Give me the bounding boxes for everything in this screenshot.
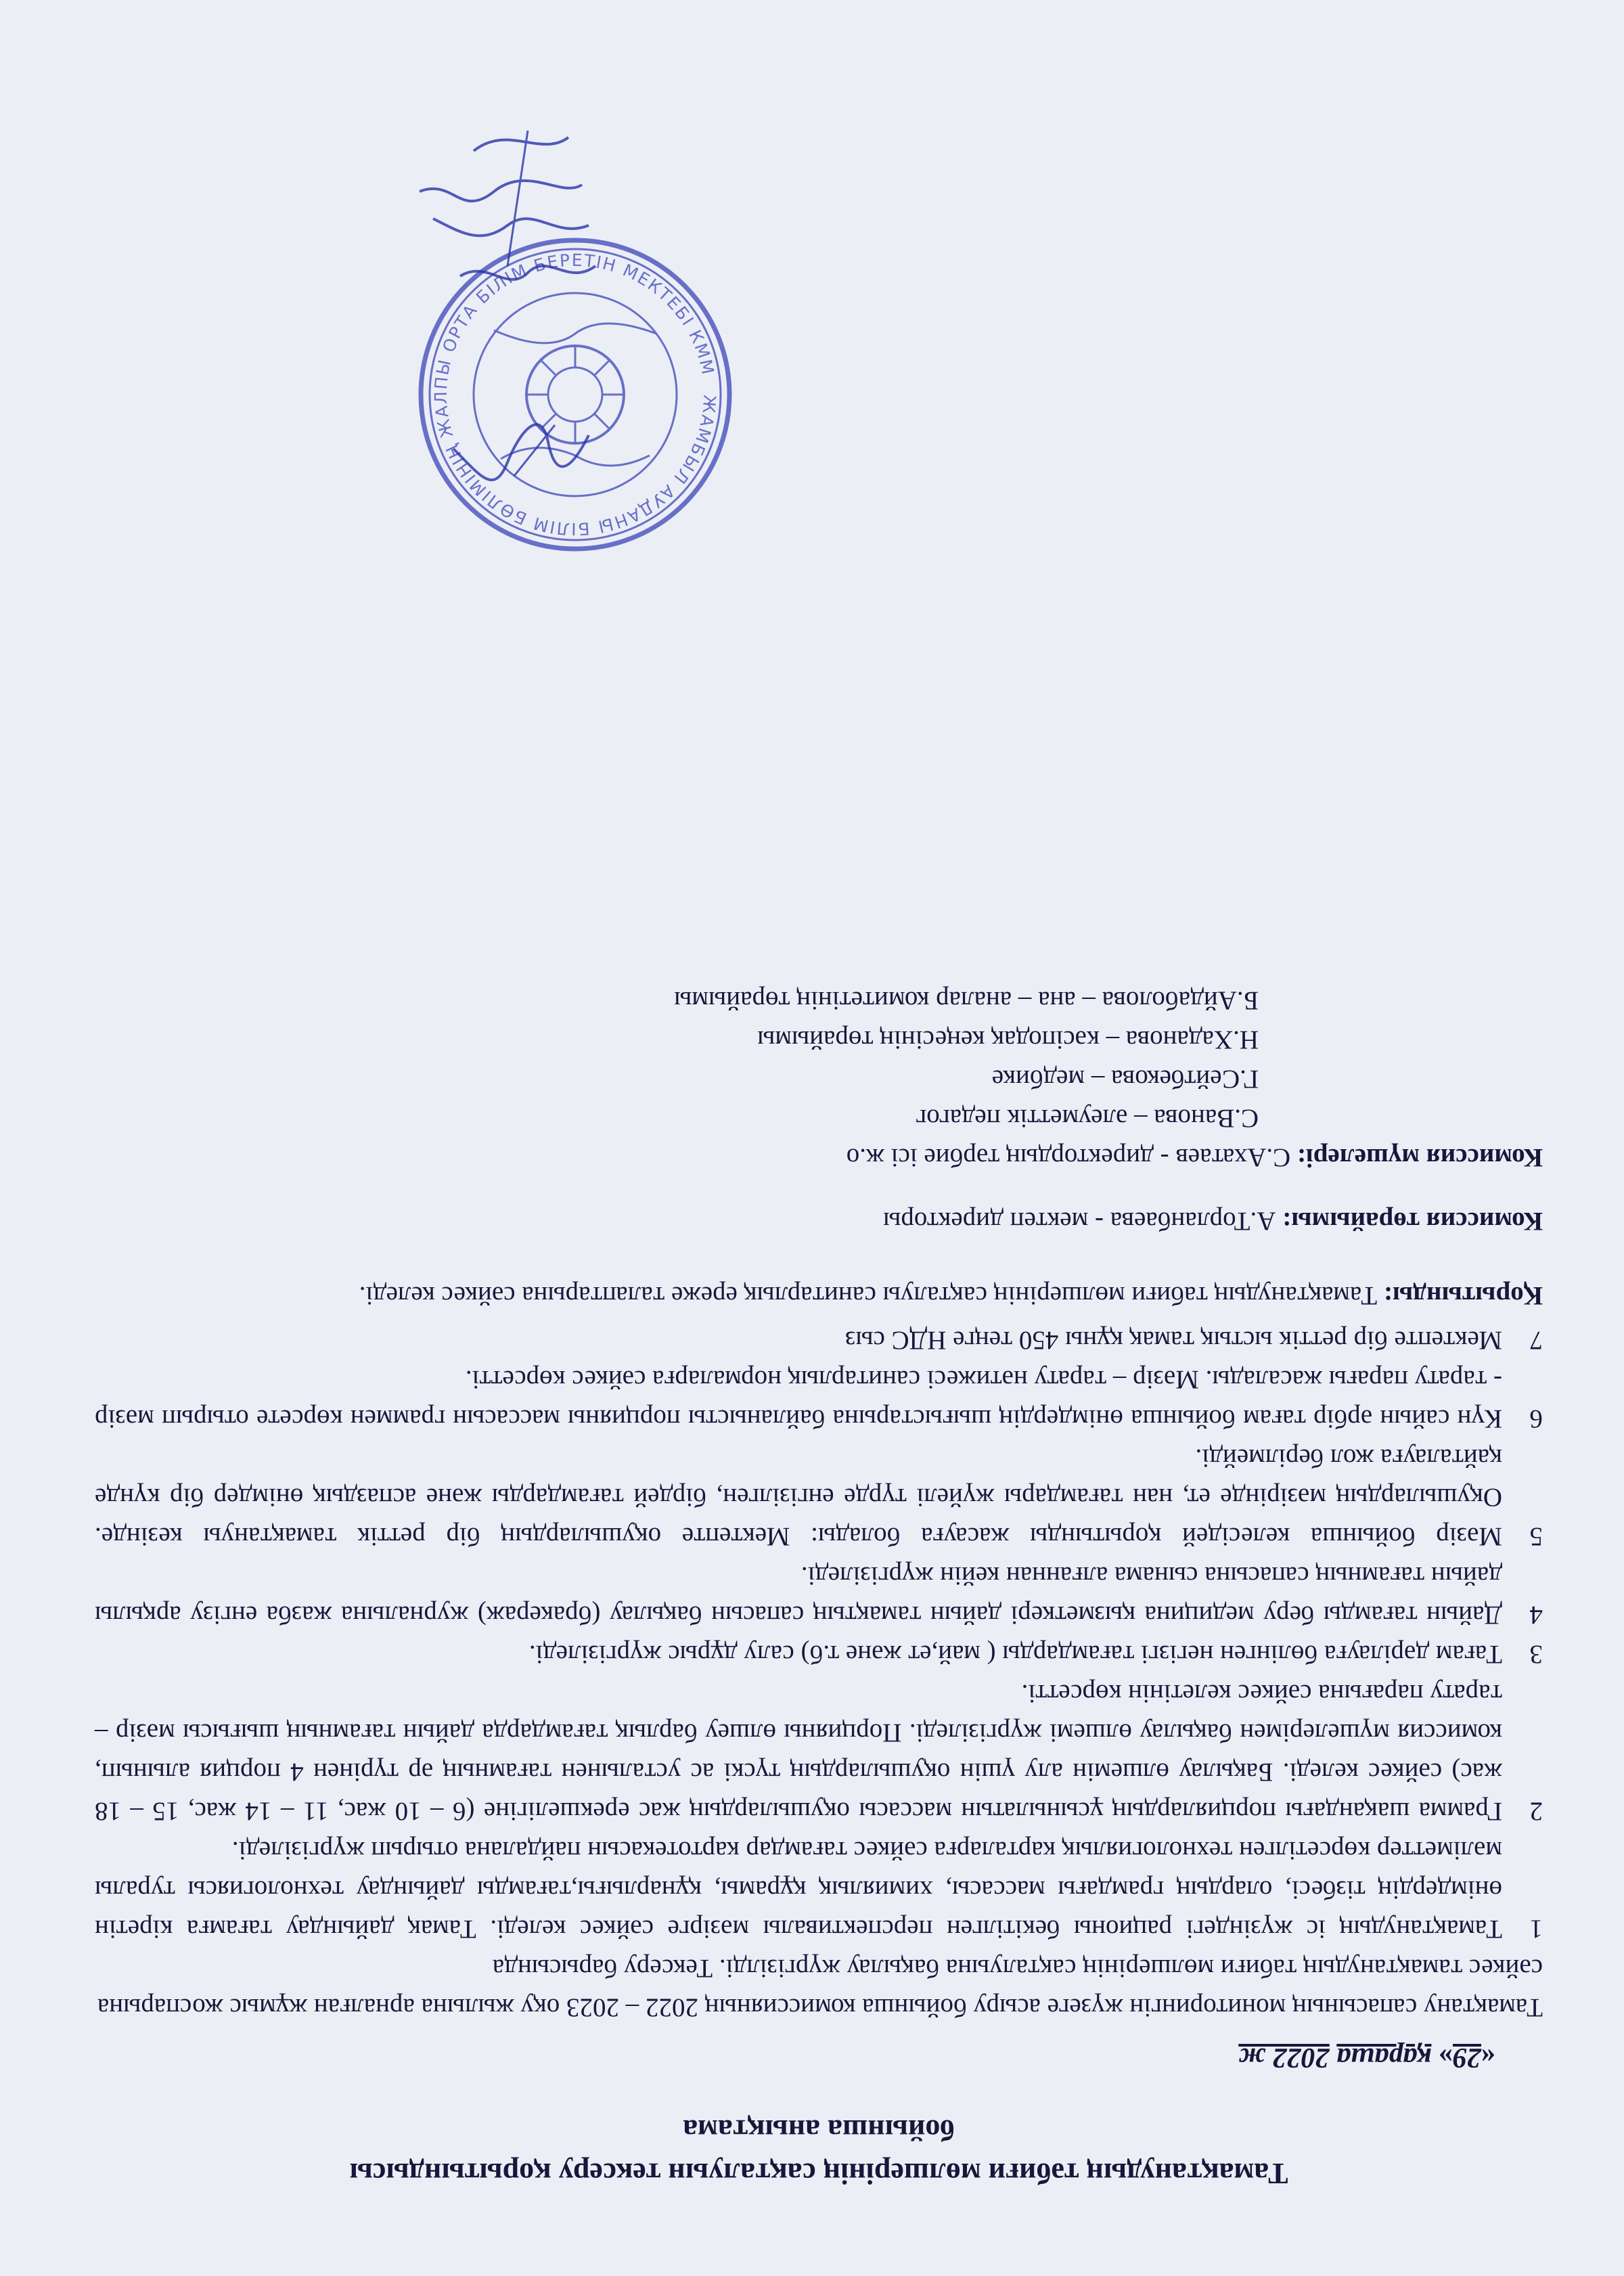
document-title [95, 2108, 1543, 2195]
findings-list [95, 1320, 1543, 1948]
chair-signature-icon [447, 415, 595, 489]
conclusion [95, 1276, 1543, 1315]
member-line: С.Ахатаев - директордың тәрбие ісі ж.о [846, 1143, 1291, 1172]
list-item: 6 Күн сайын әрбір тағам бойынша өнімдердің шығыстарына байланысты порцияны массасын граммен көрсете отырып мәзір - тарату парағы жасалады. Мәзір – тарату нәтижесі санитарлық нормаларға сәйкес көрсетті. [95, 1365, 1543, 1433]
members-signatures-icon [406, 117, 609, 293]
list-item: 5 Мәзір бойынша келесідей қорытынды жасауға болады: Мектепте оқушылардың бір реттік тамақтануы кезінде. Оқушылардың мәзірінде ет, нан тағамдары жүйелі түрде енгізілген, бірдей тағамдарды және аспаздық өнімдер бір күнде қайталауға жол берілмейді. [95, 1444, 1543, 1551]
list-item: 1 Тамақтанудың іс жүзіндегі рационы бекітілген перспективалы мәзірге сәйкес келеді. Тамақ дайындау тағамға кіретін өнімдердің тізбесі, олардың грамдағы массасы, химиялық құрамы, құнарлығы,тағамды дайындау технологиясы туралы мәліметтер көрсетілген технологиялық карталарға сәйкес тағамдар картотекасын пайдалана отырып жүргізіледі. [95, 1836, 1543, 1944]
svg-text:ЖАМБЫЛ АУДАНЫ БІЛІМ БӨЛІМІНІҢ: ЖАМБЫЛ АУДАНЫ БІЛІМ БӨЛІМІНІҢ ЖАЛПЫ ОРТА БІЛІМ БЕРЕТІН МЕКТЕБІ КММ [430, 250, 720, 539]
list-item: 7 Мектепте бір реттік ыстық тамақ құны 450 теңге НДС сыз [844, 1326, 1543, 1355]
list-item: 3 Тағам дәрілауға бөлінген негізгі тағамдарды ( май,ет және т.б) салу дұрыс жүргізіледі. [528, 1640, 1543, 1669]
intro-paragraph: Тамақтану сапасының мониторингін жүзеге асыру бойынша комиссияның 2022 – 2023 оқу жылына арналған жұмыс жоспарына сәйкес тамақтанудың табиғи мөлшерінің сақталуына бақылау жүргізілді. Тексеру барысында [97, 1954, 1543, 2022]
member-line: С.Ванова – әлеуметтік педагог [916, 1104, 1259, 1133]
list-item: 4 Дайын тағамды беру медицина қызметкері дайын тамақтың сапасын бақылау (бракераж) журналына жазба енгізу арқылы дайын тағамның сапасына сынама алғаннан кейін жүргізіледі. [95, 1561, 1543, 1630]
conclusion-label: Қорытынды: [1383, 1281, 1543, 1310]
conclusion-text: Тамақтанудың табиғи мөлшерінің сақталуы санитарлық ереже талаптарына сәйкес келеді. [359, 1281, 1378, 1310]
document-date: «29» қараша 2022 ж [1238, 2042, 1495, 2073]
member-line: Б.Айдаболова – ана – аналар комитетінің төрайымы [674, 986, 1259, 1015]
title-line-1: Тамақтанудың тәбиғи мөлшерінің сақталуын тексеру қорытындысы [349, 2157, 1288, 2190]
members-label: Комиссия мүшелері: [1296, 1143, 1543, 1172]
date-year: 2022 ж [1238, 2042, 1330, 2073]
document-body [95, 981, 1543, 2195]
member-line: Г.Сейтбекова – медбике [991, 1065, 1259, 1094]
date-month: қараша [1336, 2042, 1432, 2073]
title-line-2: бойынша анықтама [683, 2114, 955, 2147]
member-line: Н.Хаданова – кәсіподақ кеңесінің төрайымы [757, 1025, 1259, 1054]
chair-name: А.Торланбаева - мектеп директоры [883, 1207, 1276, 1236]
date-day: 29 [1453, 2042, 1481, 2073]
list-item: 2 Грамма шақандағы порциялардың ұсынылатын массасы оқушылардың жас ерекшелігіне (6 – 10 жас, 11 – 14 жас, 15 – 18 жас) сәйкес келеді. Бақылау өлшемін алу үшін оқушылардың түскі ас усталынен тағамның әр түрінен 4 порция алынып, комиссия мүшелерімен бақылау өлшемі жүргізіледі. Порцияны өлшеу барлық тағамдарда дайын тағамның шығысы мәзір – тарату парағына сәйкес келетінін көрсетті. [95, 1679, 1543, 1826]
commission-members [95, 981, 1543, 1177]
chair-label: Комиссия төрайымы: [1282, 1207, 1543, 1236]
commission-chair [95, 1201, 1543, 1241]
